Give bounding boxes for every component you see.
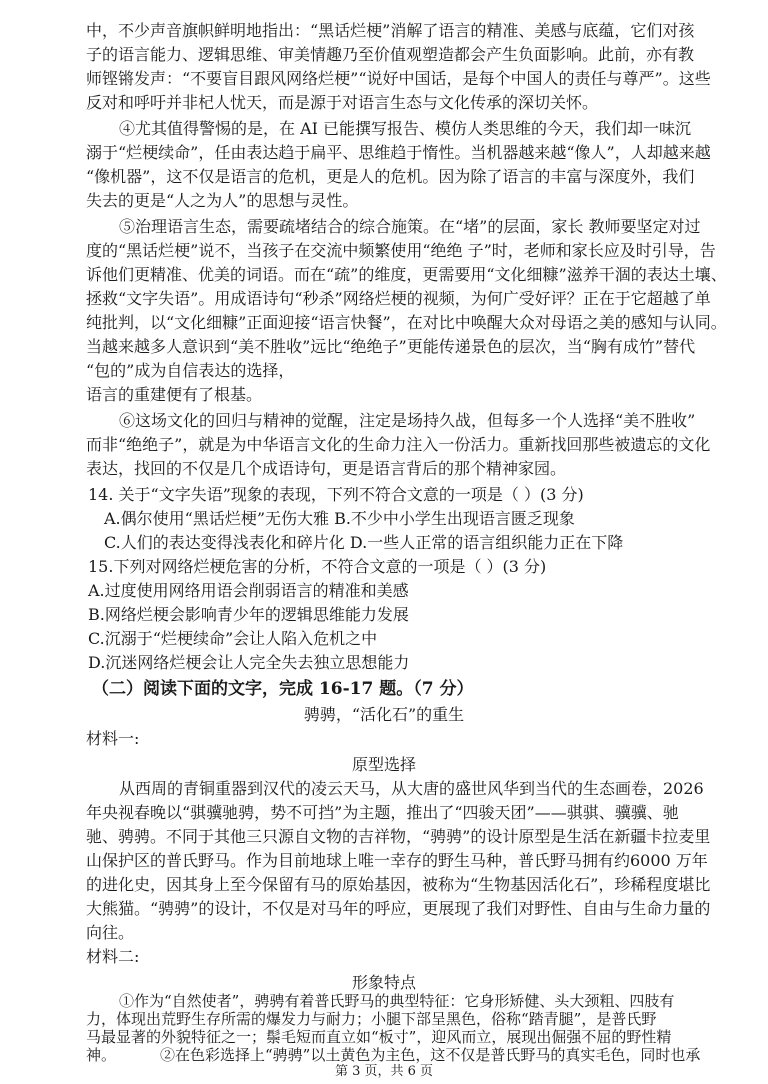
- material-line: ②在色彩选择上“骋骋”以土黄色为主色，这不仅是普氏野马的真实毛色，同时也承: [160, 1046, 701, 1064]
- question-14-stem: 14. 关于“文字失语”现象的表现，下列不符合文意的一项是（ ）(3 分): [88, 485, 584, 504]
- material-line: 驰、骋骋。不同于其他三只源自文物的吉祥物，“骋骋”的设计原型是生活在新疆卡拉麦里: [86, 827, 711, 846]
- material-heading: 原型选择: [351, 755, 416, 774]
- material-line: 神。: [86, 1046, 117, 1064]
- material-line: ①作为“自然使者”，骋骋有着普氏野马的典型特征：它身形矫健、头大颈粗、四肢有: [119, 992, 675, 1010]
- paragraph-line: 度的“黑话烂梗”说不，当孩子在交流中频繁使用“绝绝 子”时，老师和家长应及时引导，告: [86, 241, 716, 260]
- paragraph-line: 语言的重建便有了根基。: [86, 385, 263, 404]
- question-14-options-ab: A.偶尔使用“黑话烂梗”无伤大雅 B.不少中小学生出现语言匮乏现象: [104, 509, 575, 528]
- paragraph-line: 失去的更是“人之为人”的思想与灵性。: [86, 191, 359, 210]
- question-15-option-b: B.网络烂梗会影响青少年的逻辑思维能力发展: [88, 605, 409, 624]
- paragraph-line: 反对和呼吁并非杞人忧天，而是源于对语言生态与文化传承的深切关怀。: [86, 93, 599, 112]
- question-14-options-cd: C.人们的表达变得浅表化和碎片化 D.一些人正常的语言组织能力正在下降: [104, 533, 624, 552]
- question-15-option-c: C.沉溺于“烂梗续命”会让人陷入危机之中: [88, 629, 378, 648]
- material-line: 马最显著的外貌特征之一；鬃毛短而直立如“板寸”，迎风而立，展现出倔强不屈的野性精: [86, 1028, 672, 1046]
- material-label: 材料二:: [86, 947, 140, 966]
- question-15-option-a: A.过度使用网络用语会削弱语言的精准和美感: [88, 581, 409, 600]
- article-title: 骋骋，“活化石”的重生: [303, 705, 465, 724]
- paragraph-line: 中，不少声音旗帜鲜明地指出：“黑话烂梗”消解了语言的精准、美感与底蕴，它们对孩: [86, 21, 695, 40]
- material-line: 年央视春晚以“骐骥驰骋，势不可挡”为主题，推出了“四骏天团”——骐骐、骥骥、驰: [86, 803, 679, 822]
- page-footer: 第 3 页，共 6 页: [334, 1064, 434, 1079]
- question-15-option-d: D.沉迷网络烂梗会让人完全失去独立思想能力: [88, 653, 410, 672]
- paragraph-line: 表达，找回的不仅是几个成语诗句，更是语言背后的那个精神家园。: [86, 459, 567, 478]
- section-heading: （二）阅读下面的文字，完成 16-17 题。（7 分）: [92, 679, 474, 699]
- material-line: 从西周的青铜重器到汉代的凌云天马，从大唐的盛世风华到当代的生态画卷，2026: [119, 779, 704, 798]
- material-line: 的进化史，因其身上至今保留有马的原始基因，被称为“生物基因活化石”，珍稀程度堪比: [86, 875, 711, 894]
- material-line: 山保护区的普氏野马。作为目前地球上唯一幸存的野生马种，普氏野马拥有约6000 万年: [86, 851, 708, 870]
- paragraph-line: 诉他们更精准、优美的词语。而在“疏”的维度，更需要用“文化细糠”滋养干涸的表达土壤、: [86, 265, 727, 284]
- paragraph-line: 溺于“烂梗续命”，任由表达趋于扁平、思维趋于惰性。当机器越来越“像人”，人却越来越: [86, 143, 711, 162]
- material-heading: 形象特点: [351, 973, 416, 992]
- paragraph-line: “包的”成为自信表达的选择，: [86, 361, 295, 380]
- paragraph-line: ⑥这场文化的回归与精神的觉醒，注定是场持久战，但每多一个人选择“美不胜收”: [119, 411, 696, 430]
- paragraph-line: 师铿锵发声：“不要盲目跟风网络烂梗”“说好中国话，是每个中国人的责任与尊严”。这些: [86, 69, 711, 88]
- material-label: 材料一:: [86, 729, 140, 748]
- paragraph-line: ④尤其值得警惕的是，在 AI 已能撰写报告、模仿人类思维的今天，我们却一味沉: [119, 119, 692, 138]
- material-line: 力，体现出荒野生存所需的爆发力与耐力；小腿下部呈黑色，俗称“踏青腿”，是普氏野: [86, 1010, 657, 1028]
- paragraph-line: ⑤治理语言生态，需要疏堵结合的综合施策。在“堵”的层面，家长 教师要坚定对过: [119, 217, 701, 236]
- paragraph-line: 子的语言能力、逻辑思维、审美情趣乃至价值观塑造都会产生负面影响。此前，亦有教: [86, 45, 695, 64]
- paragraph-line: 拯救“文字失语”。用成语诗句“秒杀”网络烂梗的视频，为何广受好评？正在于它超越了单: [86, 289, 711, 308]
- paragraph-line: “像机器”，这不仅是语言的危机，更是人的危机。因为除了语言的丰富与深度外，我们: [86, 167, 695, 186]
- paragraph-line: 而非“绝绝子”，就是为中华语言文化的生命力注入一份活力。重新找回那些被遗忘的文化: [86, 435, 711, 454]
- material-line: 大熊猫。“骋骋”的设计，不仅是对马年的呼应，更展现了我们对野性、自由与生命力量的: [86, 899, 711, 918]
- question-15-stem: 15.下列对网络烂梗危害的分析，不符合文意的一项是（ ）(3 分): [88, 557, 547, 576]
- paragraph-line: 当越来越多人意识到“美不胜收”远比“绝绝子”更能传递景色的层次，当“胸有成竹”替代: [86, 337, 696, 356]
- paragraph-line: 纯批判，以“文化细糠”正面迎接“语言快餐”，在对比中唤醒大众对母语之美的感知与认同。: [86, 313, 727, 332]
- material-line: 向往。: [86, 923, 135, 942]
